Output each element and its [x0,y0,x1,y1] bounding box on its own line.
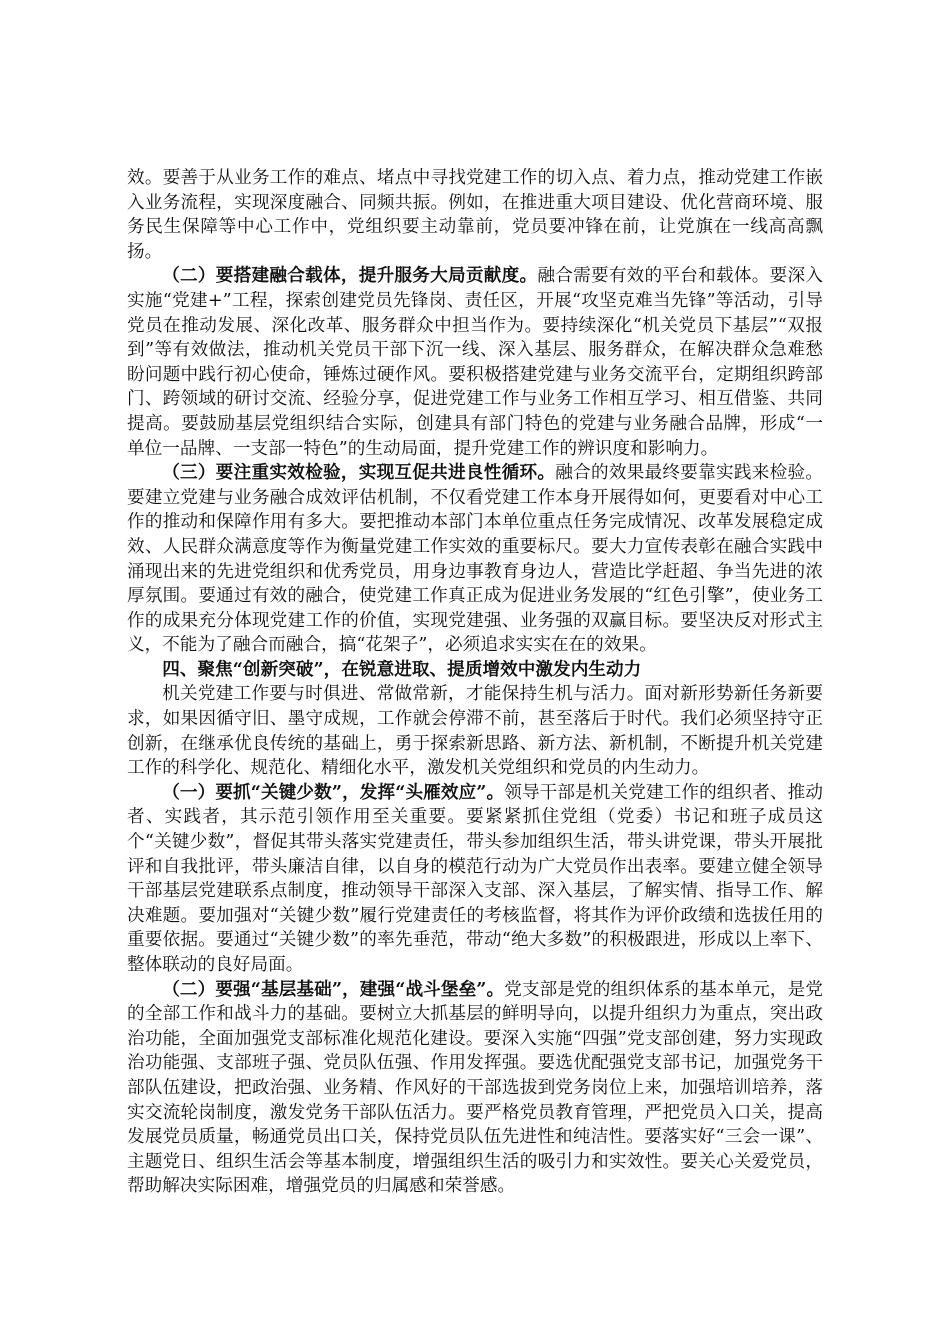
subheading-grassroots: （二）要强“基层基础”，建强“战斗堡垒”。 [162,978,505,1000]
paragraph-fusion-carrier [127,264,823,461]
document-page [127,166,823,1199]
subheading-fusion-carrier: （二）要搭建融合载体，提升服务大局贡献度。 [162,265,538,287]
paragraph-innovation-intro: 机关党建工作要与时俱进、常做常新，才能保持生机与活力。面对新形势新任务新要求，如果因循守旧、墨守成规，工作就会停滞不前，甚至落后于时代。我们必须坚持守正创新，在继承优良传统的基础上，勇于探索新思路、新方法、新机制，不断提升机关党建工作的科学化、规范化、精细化水平，激发机关党组织和党员的内生动力。 [127,684,823,779]
subheading-key-minority: （一）要抓“关键少数”，发挥“头雁效应”。 [162,781,505,803]
paragraph-body: 融合需要有效的平台和载体。要深入实施“党建+”工程，探索创建党员先锋岗、责任区，开展“攻坚克难当先锋”等活动，引导党员在推动发展、深化改革、服务群众中担当作为。要持续深化“机关党员下基层”“双报到”等有效做法，推动机关党员干部下沉一线、深入基层、服务群众，在解决群众急难愁盼问题中践行初心使命，锤炼过硬作风。要积极搭建党建与业务交流平台，定期组织跨部门、跨领域的研讨交流、经验分享，促进党建工作与业务工作相互学习、相互借鉴、共同提高。要鼓励基层党组织结合实际，创建具有部门特色的党建与业务融合品牌，形成“一单位一品牌、一支部一特色”的生动局面，提升党建工作的辨识度和影响力。 [127,266,823,459]
paragraph-key-minority [127,781,823,978]
paragraph-body: 融合的效果最终要靠实践来检验。要建立党建与业务融合成效评估机制，不仅看党建工作本身开展得如何，更要看对中心工作的推动和保障作用有多大。要把推动本部门本单位重点任务完成情况、改革发展稳定成效、人民群众满意度等作为衡量党建工作实效的重要标尺。要大力宣传表彰在融合实践中涌现出来的先进党组织和优秀党员，用身边事教育身边人，营造比学赶超、争当先进的浓厚氛围。要通过有效的融合，使党建工作真正成为促进业务发展的“红色引擎”，使业务工作的成果充分体现党建工作的价值，实现党建强、业务强的双赢目标。要坚决反对形式主义，不能为了融合而融合，搞“花架子”，必须追求实实在在的效果。 [127,463,823,656]
paragraph-grassroots [127,978,823,1199]
section-heading-innovation: 四、聚焦“创新突破”，在锐意进取、提质增效中激发内生动力 [162,658,642,680]
paragraph-continuation: 效。要善于从业务工作的难点、堵点中寻找党建工作的切入点、着力点，推动党建工作嵌入业务流程，实现深度融合、同频共振。例如，在推进重大项目建设、优化营商环境、服务民生保障等中心工作中，党组织要主动靠前，党员要冲锋在前，让党旗在一线高高飘扬。 [127,168,823,262]
paragraph-effectiveness [127,461,823,658]
paragraph-body: 党支部是党的组织体系的基本单元，是党的全部工作和战斗力的基础。要树立大抓基层的鲜明导向，以提升组织力为重点，突出政治功能，全面加强党支部标准化规范化建设。要深入实施“四强”党支部创建，努力实现政治功能强、支部班子强、党员队伍强、作用发挥强。要选优配强党支部书记，加强党务干部队伍建设，把政治强、业务精、作风好的干部选拔到党务岗位上来，加强培训培养，落实交流轮岗制度，激发党务干部队伍活力。要严格党员教育管理，严把党员入口关，提高发展党员质量，畅通党员出口关，保持党员队伍先进性和纯洁性。要落实好“三会一课”、主题党日、组织生活会等基本制度，增强组织生活的吸引力和实效性。要关心关爱党员，帮助解决实际困难，增强党员的归属感和荣誉感。 [127,979,823,1197]
subheading-effectiveness: （三）要注重实效检验，实现互促共进良性循环。 [162,462,556,484]
paragraph-body: 领导干部是机关党建工作的组织者、推动者、实践者，其示范引领作用至关重要。要紧紧抓住党组（党委）书记和班子成员这个“关键少数”，督促其带头落实党建责任，带头参加组织生活，带头讲党课，带头开展批评和自我批评，带头廉洁自律，以自身的模范行动为广大党员作出表率。要建立健全领导干部基层党建联系点制度，推动领导干部深入支部、深入基层，了解实情、指导工作、解决难题。要加强对“关键少数”履行党建责任的考核监督，将其作为评价政绩和选拔任用的重要依据。要通过“关键少数”的率先垂范，带动“绝大多数”的积极跟进，形成以上率下、整体联动的良好局面。 [127,782,823,975]
